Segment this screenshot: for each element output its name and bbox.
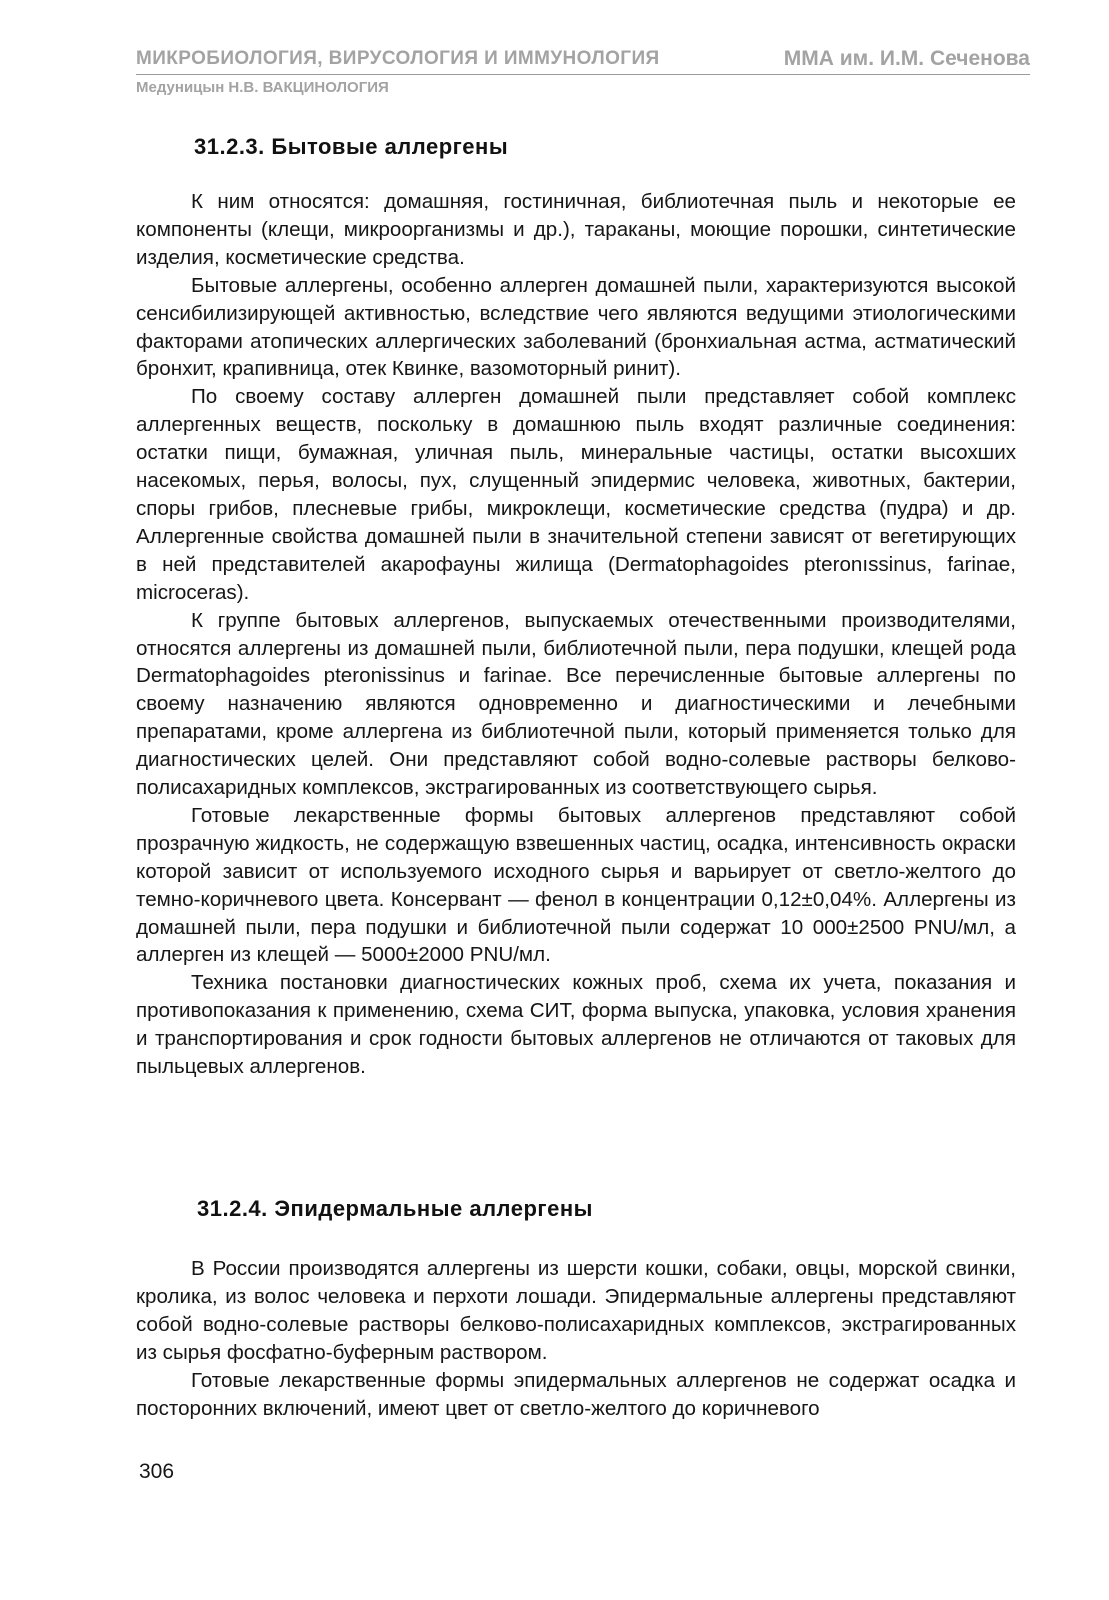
paragraph: По своему составу аллерген домашней пыли представляет собой комплекс аллергенных веществ, поскольку в домашнюю пыль входят различные соединения: остатки пищи, бумажная, уличная пыль, минеральные частицы, остатки высохших насекомых, перья, волосы, пух, слущенный эпидермис человека, животных, бактерии, споры грибов, плесневые грибы, микроклещи, косметические средства (пудра) и др. Аллергенные свойства домашней пыли в значительной степени зависят от вегетирующих в ней представителей акарофауны жилища (Dermatophagoides pteronıssinus, farinae, microceras). — [136, 385, 1016, 604]
paragraph: В России производятся аллергены из шерсти кошки, собаки, овцы, морской свинки, кролика, из волос человека и перхоти лошади. Эпидермальные аллергены представляют собой водно-солевые растворы белково-полисахаридных комплексов, экстрагированных из сырья фосфатно-буферным раствором. — [136, 1257, 1016, 1364]
paragraph: К группе бытовых аллергенов, выпускаемых отечественными производителями, относятся аллергены из домашней пыли, библиотечной пыли, пера подушки, клещей рода Dermatophagoides pteronissinus и farinae. Все перечисленные бытовые аллергены по своему назначению являются одновременно и диагностическими и лечебными препаратами, кроме аллергена из библиотечной пыли, который применяется только для диагностических целей. Они представляют собой водно-солевые растворы белково-полисахаридных комплексов, экстрагированных из соответствующего сырья. — [136, 608, 1016, 800]
section-heading-epidermal-allergens: 31.2.4. Эпидермальные аллергены — [197, 1196, 593, 1221]
header-book-title: Медуницын Н.В. ВАКЦИНОЛОГИЯ — [136, 79, 389, 96]
page-number: 306 — [139, 1460, 175, 1483]
paragraph: Техника постановки диагностических кожных проб, схема их учета, показания и противопоказания к применению, схема СИТ, форма выпуска, упаковка, условия хранения и транспортирования и срок годности бытовых аллергенов не отличаются от таковых для пыльцевых аллергенов. — [136, 971, 1016, 1079]
paragraph: Бытовые аллергены, особенно аллерген домашней пыли, характеризуются высокой сенсибилизирующей активностью, вследствие чего являются ведущими этиологическими факторами атопических аллергических заболеваний (бронхиальная астма, астматический бронхит, крапивница, отек Квинке, вазомоторный ринит). — [136, 273, 1016, 381]
section-body-epidermal-allergens — [136, 1255, 1016, 1422]
section-body-household-allergens — [136, 188, 1016, 1081]
paragraph: Готовые лекарственные формы бытовых аллергенов представляют собой прозрачную жидкость, не содержащую взвешенных частиц, осадка, интенсивность окраски которой зависит от используемого исходного сырья и варьирует от светло-желтого до темно-коричневого цвета. Консервант — фенол в концентрации 0,12±0,04%. Аллергены из домашней пыли, пера подушки и библиотечной пыли содержат 10 000±2500 PNU/мл, а аллерген из клещей — 5000±2000 PNU/мл. — [136, 803, 1016, 967]
running-header — [136, 46, 1030, 96]
header-top-row — [136, 46, 1030, 75]
paragraph: К ним относятся: домашняя, гостиничная, библиотечная пыль и некоторые ее компоненты (клещи, микроорганизмы и др.), тараканы, моющие порошки, синтетические изделия, косметические средства. — [136, 190, 1016, 269]
paragraph: Готовые лекарственные формы эпидермальных аллергенов не содержат осадка и посторонних включений, имеют цвет от светло-желтого до коричневого — [136, 1368, 1016, 1420]
header-subject-title: МИКРОБИОЛОГИЯ, ВИРУСОЛОГИЯ И ИММУНОЛОГИЯ — [136, 48, 660, 69]
section-heading-household-allergens: 31.2.3. Бытовые аллергены — [194, 134, 509, 159]
header-institution: ММА им. И.М. Сеченова — [783, 47, 1030, 70]
